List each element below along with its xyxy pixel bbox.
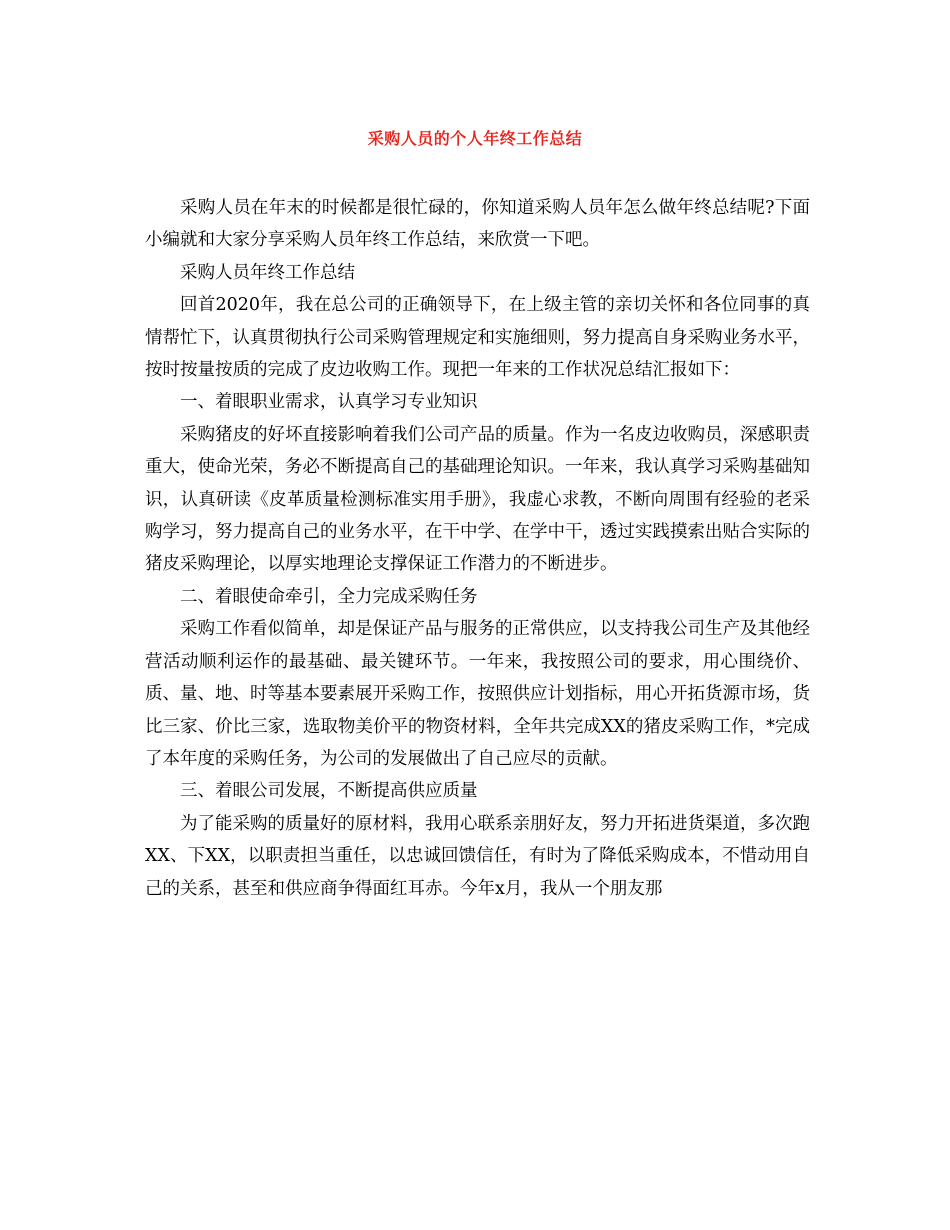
paragraph-section-3: 为了能采购的质量好的原材料，我用心联系亲朋好友，努力开拓进货渠道，多次跑XX、下XX，以职责担当重任，以忠诚回馈信任，有时为了降低采购成本，不惜动用自己的关系，甚至和供应商争得面红耳赤。今年x月，我从一个朋友那 — [145, 813, 810, 899]
section-heading-1: 一、着眼职业需求，认真学习专业知识 — [180, 392, 478, 413]
document-body — [145, 192, 810, 905]
section-heading-3: 三、着眼公司发展，不断提高供应质量 — [180, 781, 478, 802]
paragraph-subtitle: 采购人员年终工作总结 — [180, 262, 355, 283]
document-title: 采购人员的个人年终工作总结 — [367, 129, 583, 148]
paragraph-section-1: 采购猪皮的好坏直接影响着我们公司产品的质量。作为一名皮边收购员，深感职责重大，使命光荣，务必不断提高自己的基础理论知识。一年来，我认真学习采购基础知识，认真研读《皮革质量检测标准实用手册》，我虚心求教，不断向周围有经验的老采购学习，努力提高自己的业务水平，在干中学、在学中干，透过实践摸索出贴合实际的猪皮采购理论，以厚实地理论支撑保证工作潜力的不断进步。 — [145, 424, 810, 575]
paragraph-intro: 采购人员在年末的时候都是很忙碌的，你知道采购人员年怎么做年终总结呢?下面小编就和大家分享采购人员年终工作总结，来欣赏一下吧。 — [145, 198, 810, 251]
section-heading-2: 二、着眼使命牵引，全力完成采购任务 — [180, 586, 478, 607]
paragraph-section-2: 采购工作看似简单，却是保证产品与服务的正常供应，以支持我公司生产及其他经营活动顺利运作的最基础、最关键环节。一年来，我按照公司的要求，用心围绕价、质、量、地、时等基本要素展开采购工作，按照供应计划指标，用心开拓货源市场，货比三家、价比三家，选取物美价平的物资材料，全年共完成XX的猪皮采购工作，*完成了本年度的采购任务，为公司的发展做出了自己应尽的贡献。 — [145, 619, 810, 769]
paragraph-review: 回首2020年，我在总公司的正确领导下，在上级主管的亲切关怀和各位同事的真情帮忙下，认真贯彻执行公司采购管理规定和实施细则，努力提高自身采购业务水平，按时按量按质的完成了皮边收购工作。现把一年来的工作状况总结汇报如下： — [145, 295, 810, 381]
